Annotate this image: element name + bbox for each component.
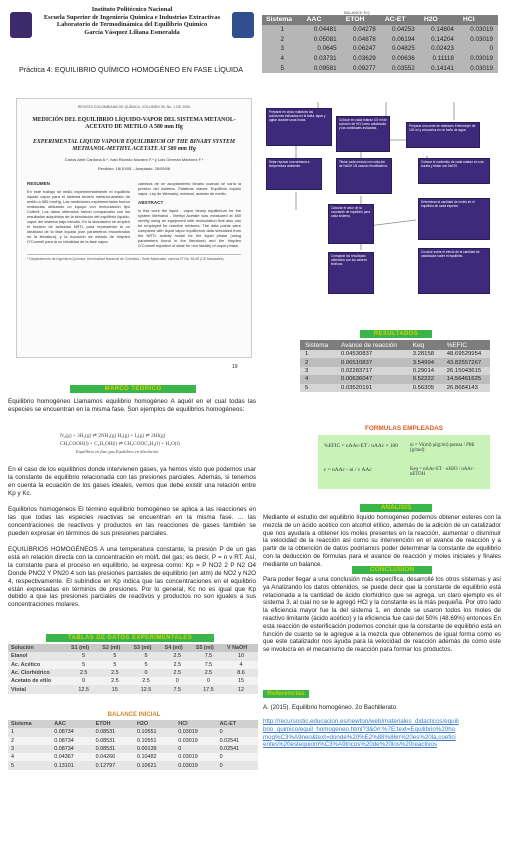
- initial-balance-table-cell: 0: [217, 753, 258, 761]
- equilibrium-balance-table-row: [262, 54, 498, 64]
- volume-table-cell: 5: [99, 652, 130, 660]
- volume-table-cell: 2.5: [68, 669, 99, 677]
- equilibrium-balance-table-cell: 0.04278: [342, 25, 381, 35]
- initial-balance-table-cell: 0.08734: [51, 728, 92, 736]
- diagram-step-1: Preparar en cinco matraces las soluciones indicadas en la tabla, tapar y agitar durante unas horas.: [266, 108, 332, 146]
- volume-table-header: V NaOH: [224, 644, 258, 652]
- equilibrium-balance-table-header: AAC: [303, 15, 342, 25]
- equilibrium-balance-table-cell: 0.09277: [342, 64, 381, 74]
- paper-abstract: In this work the liquid - vapor binary equilibrium for the system Methanol - Methyl Acetate was measured at 580 mmHg using an equipment with recirculation that also can be employed for reactive mixtures. The data points were compared with liquid vapor equilibrium data simulated from the NRTL activity model for the liquid phase (using parameters found in the literature) and the Hayden O'Connell equation of state for non ideality of vapor phase.: [138, 208, 241, 248]
- results-table: [300, 340, 490, 392]
- results-table-header: Sistema: [300, 340, 336, 350]
- results-table-cell: 0.56305: [408, 384, 442, 392]
- initial-balance-table-header: H2O: [134, 720, 175, 728]
- equilibrium-balance-table-cell: 0.02423: [420, 44, 459, 54]
- results-table-cell: 0.02283717: [336, 367, 408, 375]
- volume-table-cell: 0: [68, 677, 99, 685]
- initial-balance-table-cell: 0.03019: [175, 737, 216, 745]
- volume-table-cell: 12.5: [130, 685, 161, 693]
- paper-resumen-heading: RESUMEN: [27, 181, 50, 186]
- volume-table-cell: 4: [224, 661, 258, 669]
- initial-balance-table-row: [8, 753, 258, 761]
- volume-table-cell: 7.5: [193, 661, 224, 669]
- diagram-step-3: Preparar una serie de matraces Erlenmeyer de 100 ml y colocarlos en un baño de agua.: [406, 122, 480, 148]
- equilibrium-balance-table-cell: 0.06194: [381, 34, 420, 44]
- volume-table-cell: Acetato de etilo: [8, 677, 68, 685]
- initial-balance-table-cell: 0.13101: [51, 761, 92, 769]
- volume-table: [8, 644, 258, 694]
- initial-balance-table-cell: 0: [217, 761, 258, 769]
- equilibrium-balance-table-row: [262, 64, 498, 74]
- paper-col-right: [138, 181, 241, 248]
- initial-balance-table-cell: 2: [8, 737, 51, 745]
- header-line3: Laboratorio de Termodinámica del Equilibrio Químico: [56, 21, 208, 29]
- equilibrium-balance-table-cell: 0.00636: [381, 54, 420, 64]
- initial-balance-table-cell: 3: [8, 745, 51, 753]
- initial-balance-table-cell: 0.03019: [175, 761, 216, 769]
- initial-balance-table-header: AC-ET: [217, 720, 258, 728]
- volume-table-cell: 10: [224, 652, 258, 660]
- initial-balance-table-cell: 0.03019: [175, 753, 216, 761]
- conclusion-banner: CONCLUSIÓN: [352, 566, 432, 574]
- equilibrium-balance-table-cell: 0.05081: [303, 34, 342, 44]
- initial-balance-table-cell: 4: [8, 753, 51, 761]
- equation-caption: Equilibrio en fase gas Equilibrio en disolución: [76, 449, 159, 454]
- formula-advance: ε = nAAc - ni / ν AAc: [324, 467, 372, 473]
- volume-table-cell: 7.5: [193, 652, 224, 660]
- initial-balance-table-row: [8, 737, 258, 745]
- equilibrium-balance-table-cell: 0.03019: [459, 54, 498, 64]
- equilibrium-balance-table-cell: 0.04253: [381, 25, 420, 35]
- volume-table-header: S2 (ml): [99, 644, 130, 652]
- analysis-text: Mediante el estudio del equilibrio líquido homogéneo podemos obtener esteres con la mezcla de un ácido acético con alcohol etílico, además de la adición de un catalizador que nos ayudara a obtener los moles presentes en la reacción, aumentar o disminuir la velocidad de la reacción así como su intervención en el avance de reacción y a partir de la obtención de datos podríamos poder determinar la constante de equilibrio con la deducción de fórmulas para el avance de reacción y moles iniciales y finales mediante un balance.: [263, 514, 501, 568]
- volume-table-cell: Ac. Acético: [8, 661, 68, 669]
- marco-p3: Equilibrios homogéneos El término equilibrio homogéneo se aplica a las reacciones en las que todas las especies reactivas se encuentran en la misma fase. ... las concentraciones de reactivos y productos en las reacciones de gases también se pueden expresar en términos de sus presiones parciales.: [8, 506, 256, 537]
- volume-table-cell: 15: [224, 677, 258, 685]
- equilibrium-balance-table-cell: 0.03019: [459, 34, 498, 44]
- diagram-step-7: Calcular el valor de la constante de equilibrio para cada sistema.: [328, 204, 374, 244]
- volume-table-cell: 15: [99, 685, 130, 693]
- equilibrium-balance-table-header: Sistema: [262, 15, 303, 25]
- volume-table-cell: Vtotal: [8, 685, 68, 693]
- paper-title-es: MEDICIÓN DEL EQUILIBRIO LÍQUIDO-VAPOR DEL SISTEMA METANOL-ACETATO DE METILO A 580 mm Hg: [32, 117, 236, 130]
- volume-table-cell: 2.5: [162, 652, 193, 660]
- results-table-header: %EFIC: [442, 340, 490, 350]
- volume-table-cell: 5: [130, 652, 161, 660]
- diagram-step-9: Comparar los resultados obtenidos con los valores teóricos.: [328, 252, 374, 294]
- paper-footnote: * Departamento de Ingeniería Química, Universidad Nacional de Colombia - Sede Manizales, carrera 27 No. 64-60 (CE-Manizales): [27, 254, 241, 261]
- results-table-cell: 1: [300, 350, 336, 358]
- reference-link[interactable]: http://recursostic.educacion.es/newton/web/materiales_didacticos/equilibrio_quimico/equil_homogeneo.html?3&0#:%7E:text=Equilibrio%20homog%C3%A9neo&text=donde%20%E2%88%86n%20es%20la,coeficientes%20estequiom%C3%A9tricos%20de%20los%20reactivos: [263, 718, 459, 749]
- diagram-step-10: Concluir sobre el efecto de la cantidad de catalizador sobre el equilibrio.: [418, 248, 490, 294]
- equilibrium-examples: [60, 432, 230, 456]
- results-table-cell: 3.54994: [408, 358, 442, 366]
- initial-balance-table-cell: 0: [217, 728, 258, 736]
- volume-table-cell: 2.5: [193, 669, 224, 677]
- initial-balance-table-header: Sistema: [8, 720, 51, 728]
- volume-table-row: [8, 661, 258, 669]
- initial-balance-table-cell: 0.08734: [51, 737, 92, 745]
- volume-table-cell: 2.5: [99, 677, 130, 685]
- initial-balance-table: [8, 720, 258, 770]
- equilibrium-balance-table-cell: 0.09581: [303, 64, 342, 74]
- volume-table-cell: 0: [162, 677, 193, 685]
- header-line1: Instituto Politécnico Nacional: [91, 6, 173, 13]
- equilibrium-balance-table-cell: 0.06247: [342, 44, 381, 54]
- results-table-cell: 3: [300, 367, 336, 375]
- formulas-box: [318, 435, 490, 489]
- paper-abstract-heading: ABSTRACT: [138, 200, 164, 205]
- initial-balance-table-row: [8, 728, 258, 736]
- equilibrium-balance-table-cell: 0.04481: [303, 25, 342, 35]
- equilibrium-balance-table-cell: 3: [262, 44, 303, 54]
- equilibrium-balance-table-cell: 0.03019: [459, 25, 498, 35]
- equilibrium-balance-table-cell: 0.03552: [381, 64, 420, 74]
- results-table-cell: 0.06510837: [336, 358, 408, 366]
- results-table-cell: 0.04530837: [336, 350, 408, 358]
- initial-balance-table-cell: 1: [8, 728, 51, 736]
- equilibrium-balance-table-cell: 0.11118: [420, 54, 459, 64]
- initial-balance-table-cell: 5: [8, 761, 51, 769]
- results-table-cell: 26.15043615: [442, 367, 490, 375]
- initial-balance-table-cell: 0.03019: [175, 728, 216, 736]
- formulas-title: FORMULAS EMPLEADAS: [364, 425, 444, 432]
- volume-table-header: S3 (ml): [130, 644, 161, 652]
- results-table-cell: 48.69529954: [442, 350, 490, 358]
- marco-p4: EQUILIBRIOS HOMOGÉNEOS A una temperatura constante, la presión P de un gas está en relación directa con la concentración en mol/L del gas; es decir, P = n v RT. Así, la constante para el proceso en equilibrio, se expresa como: Kp = P NO2 2 P N2 O4 Donde PNO2 Y PN20 4 son las presiones parciales de equilibrio (en atm) de NO2 y N2O 4, respectivamente. El subíndice en Kp indica que las concentraciones en el equilibrio están expresadas en términos de presiones. Por lo general, Kc no es igual que Kp debido a que las presiones parciales de reactivos y productos no son iguales a sus concentraciones molares.: [8, 546, 256, 609]
- initial-balance-table-cell: 0.04266: [93, 753, 134, 761]
- volume-table-row: [8, 677, 258, 685]
- results-table-cell: 0.00636047: [336, 375, 408, 383]
- results-table-header: Keq: [408, 340, 442, 350]
- tables-banner: TABLAS DE DATOS EXPERIMENTALES: [46, 634, 214, 642]
- practice-title: Práctica 4: EQUILIBRIO QUÍMICO HOMOGÉNEO EN FASE LÍQUIDA: [18, 65, 244, 74]
- equilibrium-balance-table-cell: 0.04825: [381, 44, 420, 54]
- initial-balance-table-header: ETOH: [93, 720, 134, 728]
- results-table-cell: 5: [300, 384, 336, 392]
- volume-table-row: [8, 652, 258, 660]
- volume-table-cell: 5: [68, 661, 99, 669]
- equilibrium-balance-table-header: AC-ET: [381, 15, 420, 25]
- results-table-cell: 4: [300, 375, 336, 383]
- equilibrium-balance-table-cell: 0.03019: [459, 64, 498, 74]
- equilibrium-balance-table-cell: 0.03629: [342, 54, 381, 64]
- volume-table-cell: 7.5: [162, 685, 193, 693]
- results-table-cell: 14.56461625: [442, 375, 490, 383]
- balance-eq-caption: BALANCE EQ: [344, 10, 370, 15]
- equilibrium-balance-table-header: ETOH: [342, 15, 381, 25]
- volume-table-cell: 17.5: [193, 685, 224, 693]
- formula-moles: ni = Vi(ml) ρi(g/ml) pureza / PMi (g/mol): [410, 443, 475, 453]
- formula-efficiency: %EFIC = nAAc-ET / nAAc × 100: [324, 443, 398, 449]
- paper-col-left: [27, 181, 130, 248]
- equilibrium-balance-table-cell: 5: [262, 64, 303, 74]
- equilibrium-balance-table-cell: 0: [459, 44, 498, 54]
- volume-table-cell: 8.6: [224, 669, 258, 677]
- analysis-banner: ANÁLISIS: [360, 504, 432, 512]
- marco-p2: En el caso de los equilibrios donde intervienen gases, ya hemos visto que podemos usar la constante de equilibrio relacionada con las presiones parciales. Además, si tenemos en cuenta la ecuación de los gases ideales, vemos que debe existir una relación entre Kp y Kc.: [8, 466, 256, 497]
- equilibrium-balance-table-cell: 0.14141: [420, 64, 459, 74]
- initial-balance-table-cell: 0.02541: [217, 745, 258, 753]
- volume-table-cell: 12.5: [68, 685, 99, 693]
- equilibrium-balance-table-header: H2O: [420, 15, 459, 25]
- equilibrium-balance-table-header: HCl: [459, 15, 498, 25]
- diagram-step-4: Dejar reposar una semana a temperatura ambiente.: [266, 158, 322, 190]
- results-table-row: [300, 367, 490, 375]
- volume-table-cell: 0: [193, 677, 224, 685]
- initial-balance-table-cell: 0.10551: [134, 728, 175, 736]
- equilibrium-balance-table-cell: 1: [262, 25, 303, 35]
- page-number: 19: [232, 364, 238, 370]
- equilibrium-balance-table-cell: 2: [262, 34, 303, 44]
- results-table-cell: 2: [300, 358, 336, 366]
- volume-table-header: S5 (ml): [193, 644, 224, 652]
- volume-table-cell: 0: [130, 669, 161, 677]
- results-table-cell: 3.28158: [408, 350, 442, 358]
- initial-balance-table-cell: 0.04367: [51, 753, 92, 761]
- volume-table-cell: Etanol: [8, 652, 68, 660]
- initial-balance-table-header: HCl: [175, 720, 216, 728]
- initial-balance-table-cell: 0.08531: [93, 728, 134, 736]
- initial-balance-table-cell: 0.02541: [217, 737, 258, 745]
- embedded-paper: [16, 98, 252, 358]
- initial-balance-table-cell: 0.10551: [134, 737, 175, 745]
- equilibrium-balance-table-cell: 0.04878: [342, 34, 381, 44]
- results-table-cell: 0.29014: [408, 367, 442, 375]
- flow-diagram: [266, 100, 496, 300]
- equilibrium-balance-table-cell: 0.03731: [303, 54, 342, 64]
- volume-table-cell: 2.5: [162, 661, 193, 669]
- results-table-cell: 0.52222: [408, 375, 442, 383]
- diagram-step-2: Colocar en cada matraz 0.5 ml de solución de HCl como catalizador y las cantidades indicadas.: [336, 116, 390, 152]
- paper-col2: cambios de un acoplamiento binario cuando se varía la presión del sistema. Palabras claves: Equilibrio líquido vapor, Ley de Wrewsky, metanol, acetato de metilo.: [138, 181, 241, 196]
- results-table-row: [300, 375, 490, 383]
- initial-balance-table-cell: 0.00139: [134, 745, 175, 753]
- initial-balance-table-cell: 0.08734: [51, 745, 92, 753]
- results-table-row: [300, 358, 490, 366]
- paper-authors: Carlos Ariel Cardona A.*, Iván Ricardo Navarro F.* y Luis Germán Martínez F.*: [64, 157, 204, 162]
- volume-table-header: Solución: [8, 644, 68, 652]
- paper-resumen: En este trabajo se midió experimentalmente el equilibrio líquido vapor para el sistema binario metanol-acetato de metilo a 580 mmHg. Las mediciones experimentales fueron realizadas utilizando un equipo con recirculación tipo Cottrell. Los datos obtenidos fueron comparados con los resultados adquiridos de la simulación del equilibrio líquido-vapor del sistema bajo estudio. En la simulación se empleó el modelo de actividad NRTL para representar la no idealidad de la fase líquida (con parámetros encontrados en la literatura), y la ecuación de estado de Hayden O'Connell para la no idealidad de la fase vapor.: [27, 189, 130, 244]
- initial-balance-table-cell: 0.12797: [93, 761, 134, 769]
- initial-balance-table-row: [8, 761, 258, 769]
- initial-balance-table-header: AAC: [51, 720, 92, 728]
- references-banner: Referencias: [263, 690, 309, 698]
- diagram-step-6: Colocar el contenido de cada matraz en una bureta y titular con NaOH.: [418, 158, 490, 184]
- conclusion-text: Para poder llegar a una conclusión más específica, desarrollé los otros sistemas y así ya Analizando los datos obtenidos, se puede decir que la constante de equilibrio está relacionada a la cantidad de ácido clorhídrico que se agrega, un claro ejemplo es el sistema 3, al cual no se le agregó HCl y la constante es la más pequeña. Por otro lado la eficiencia mayor fue la del sistema 1, en donde se usaron todos los moles de reactivo limitante (ácido acético) y la eficiencia fue casi del 50% (48.69%) entonces En esta reacción de esterificación podemos concluir que la constante de equilibrio está en función de cuanto se le agregue a la mezcla que obtenemos de igual forma como es que este catalizador nos ayuda para la velocidad de reacción además de como este se involucra en el mecanismo de reacción para formar los productos.: [263, 576, 501, 654]
- header-line2: Escuela Superior de Ingeniería Química e Industrias Extractivas: [43, 13, 221, 21]
- balance-inicial-title: BALANCE INICIAL: [107, 712, 161, 718]
- initial-balance-table-cell: 0.08531: [93, 737, 134, 745]
- results-table-cell: 43.82557267: [442, 358, 490, 366]
- document-header: [8, 6, 256, 56]
- results-table-cell: 26.8684143: [442, 384, 490, 392]
- volume-table-cell: 5: [68, 652, 99, 660]
- initial-balance-table-cell: 0.10482: [134, 753, 175, 761]
- results-table-row: [300, 384, 490, 392]
- volume-table-cell: 12: [224, 685, 258, 693]
- diagram-step-5: Titular cada mezcla con solución de NaOH 1N usando fenolftaleína.: [336, 158, 392, 194]
- volume-table-cell: 5: [99, 661, 130, 669]
- equilibrium-balance-table-cell: 0.0645: [303, 44, 342, 54]
- formula-keq: Keq = nAAc-ET · nH2O / nAAc · nETOH: [410, 467, 476, 477]
- marco-banner: MARCO TEÓRICO: [70, 385, 196, 393]
- paper-received: Recibido: 18/10/05 – Aceptado: 26/05/06: [97, 166, 171, 171]
- equation-gas: N₂(g) + 3H₂(g) ⇌ 2NH₃(g) H₂(g) + I₂(g) ⇌ 2HI(g): [60, 433, 166, 439]
- paper-journal: REVISTA COLOMBIANA DE QUÍMICA, VOLUMEN 35, No. 1 DE 2006: [77, 105, 191, 109]
- results-table-cell: 0.03520191: [336, 384, 408, 392]
- volume-table-header: S4 (ml): [162, 644, 193, 652]
- equilibrium-balance-table-row: [262, 44, 498, 54]
- header-line4: García Vásquez Liliana Esmeralda: [84, 28, 180, 36]
- diagram-step-8: Determinar la cantidad de moles en el equilibrio de cada especie.: [418, 198, 490, 240]
- reference-1: A. (2015). Equilibrio homogéneo. 2o Bachillerato.: [263, 704, 398, 711]
- initial-balance-table-cell: 0.10621: [134, 761, 175, 769]
- volume-table-row: [8, 669, 258, 677]
- equilibrium-balance-table-row: [262, 34, 498, 44]
- equilibrium-balance-table: [262, 15, 498, 73]
- initial-balance-table-row: [8, 745, 258, 753]
- volume-table-cell: 5: [130, 661, 161, 669]
- results-table-row: [300, 350, 490, 358]
- initial-balance-table-cell: 0.08531: [93, 745, 134, 753]
- paper-title-en: EXPERIMENTAL LIQUID VAPOUR EQUILIBRIUM OF THE BINARY SYSTEM METHANOL-METHYL ACETATE AT 580 mm Hg: [32, 139, 236, 152]
- equilibrium-balance-table-row: [262, 25, 498, 35]
- esiqie-logo-icon: [232, 12, 254, 38]
- equation-liquid: CH₃COOH(l) + C₂H₅OH(l) ⇌ CH₃COOC₂H₅(l) + H₂O(l): [60, 441, 180, 447]
- results-table-header: Avance de reacción: [336, 340, 408, 350]
- volume-table-header: S1 (ml): [68, 644, 99, 652]
- volume-table-row: [8, 685, 258, 693]
- volume-table-cell: 2.5: [99, 669, 130, 677]
- initial-balance-table-cell: 0: [175, 745, 216, 753]
- ipn-logo-icon: [10, 12, 32, 38]
- marco-p1: Equilibrio homogéneo Llamamos equilibrio homogéneo A aquél en el cual todas las especies se encuentran en la misma fase. Son ejemplos de equilibrios homogéneos:: [8, 398, 256, 413]
- volume-table-cell: 2.5: [130, 677, 161, 685]
- volume-table-cell: Ac. Clorhídrico: [8, 669, 68, 677]
- volume-table-cell: 2.5: [162, 669, 193, 677]
- equilibrium-balance-table-cell: 0.14804: [420, 25, 459, 35]
- results-banner: RESULTADOS: [360, 330, 432, 338]
- equilibrium-balance-table-cell: 4: [262, 54, 303, 64]
- equilibrium-balance-table-cell: 0.14204: [420, 34, 459, 44]
